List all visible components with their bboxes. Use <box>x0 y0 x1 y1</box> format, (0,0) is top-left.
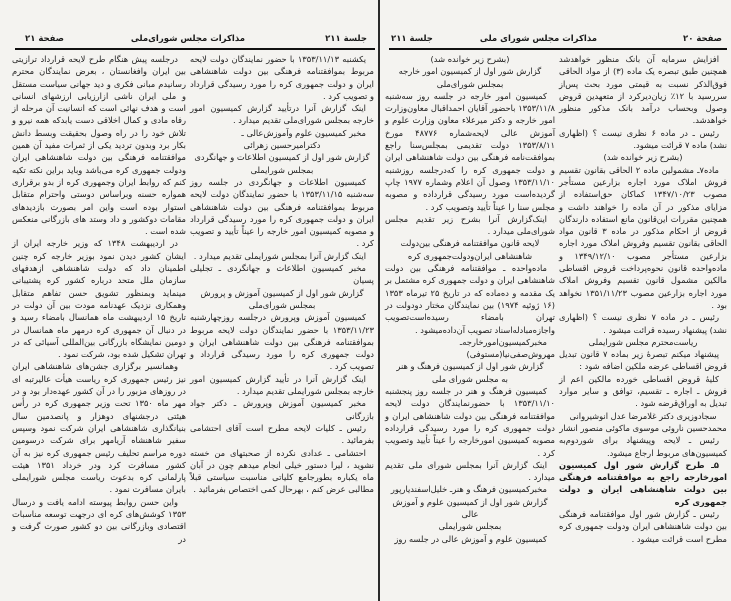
paragraph: کمیسیون امور خارجه در جلسه روز سه‌شنبه ۱۳۵۳/۱۱/۸ باحضور آقایان احمداقبال معاون‌وزارت امور خارجه و دکتر میرعلاء معاون وزارت علوم و آموزش عالی لایحه‌شماره ۴۸۷۷۶ مورخ ۱۳۵۳/۸/۱۱ دولت تقدیمی بمجلس‌سنا راجع بموافقت‌نامه فرهنگی بین دولت شاهنشاهی ایران و دولت جمهوری کره را که‌درجلسه روزشنبه ۱۳۵۳/۱۱/۱۰ وصول آن اعلام وشماره ۱۹۷۷ چاپ گردیده‌است مورد رسیدگی قرارداده و مصوبه مجلس سنا را عیناً تأیید وتصویب کرد . <box>385 90 555 212</box>
speaker-paragraph: رئیس ـ لایحه وپیشنهاد برای شوردوم‌به کمیسیون‌های مربوط ارجاع میشود. <box>559 435 727 458</box>
section-subheading: به مجلس شورای ملی <box>432 373 508 384</box>
page-number: صفحة ۲۱ <box>25 34 64 44</box>
reading-note: (بشرح زیر خوانده شد) <box>603 152 683 163</box>
left-page-column-left <box>12 53 186 545</box>
section-heading: گزارش شور اول از کمیسیون امور خارجه <box>398 66 542 77</box>
section-heading: گزارش شور اول از کمیسیون فرهنگ و هنر <box>396 361 544 372</box>
paragraph: واین حسن روابط پیوسته ادامه یافت و درسال ۱۳۵۳ کوشش‌های کره ای درجهت توسعه مناسبات اقتصادی وبازرگانی بین دو کشور صورت گرفت و در <box>12 496 186 544</box>
signatories: سجادوزیری دکتر غلامرضا عدل انوشیروانی <box>569 410 717 421</box>
session-number: جلسة ۲۱۱ <box>325 34 367 44</box>
article-paragraph: ماده۷ـ مشمولین ماده ۲ الحاقی بقانون تقسیم فروش املاک مورد اجاره بزارعین مستأجر مصوب ۱۳۴۷/۱۰/۲۳ کماکان حق‌استفاده از مزایای مذکور در آن ماده را خواهند داشت و همچنین مقررات این‌قانون مانع استفاده دارندگان قروض از احکام مذکور در ماده ۳ قانون مواد الحاقی بقانون تقسیم وفروش املاک مورد اجاره بزارعین مستأجر مصوب ۱۳۴۹/۱۲/۱۰ و ماده‌واحده قانون نحوه‌پرداخت قروض اقساطی مالکین مشمول قانون تقسیم وفروش املاک مورد اجاره بزارعین مصوب ۱۳۵۱/۱۱/۲۳ نخواهد بود . <box>559 164 727 310</box>
signatories: محمدحسین ناروئی موسوی ماکوئی منصور انشار <box>559 422 727 433</box>
paragraph: کلیهٔ قروض اقساطی خورده مالکین اعم از فروش ـ اجاره ـ تقسیم، توافق و سایر موارد تبدیل به اوراق‌قرضه شود . <box>559 373 727 409</box>
session-number: جلسة ۲۱۱ <box>391 34 433 44</box>
section-subheading: بمجلس شورایملی <box>250 164 314 175</box>
paragraph: افزایش سرمایه آن بانک منظور خواهدشد همچنین طبق تبصره یک ماده (۳) از مواد الحاقی فوق‌الذکر نسبت به قیمتی مورد بحث پس‌از سررسید با ۱۲٪ زیان‌دیرکرد از متعهدین قروض وصول وبحساب درآمد بانک مذکور منظور خواهدشد. <box>559 54 727 126</box>
running-title: مذاکرات مجلس شورای ملی <box>479 34 597 44</box>
paragraph: در اردیبهشت ۱۳۴۸ که وزیر خارجه ایران از ایشان کشور دیدن نمود بوزیر خارجه کره چنین اطمینان داد که دولت شاهنشاهی ازهدفهای سازمان ملل متحد درباره کشور کره پشتیبانی مینماید وبمنظور تشویق حسن تفاهم متقابل وهمکاری نزدیک عهدنامه مودت بین آن دولت در تاریخ ۱۵ اردیبهشت ماه همانسال بامضاء رسید و در دنبال آن جمهوری کره درمهر ماه همانسال در دومین نمایشگاه بازرگانی بین‌المللی آسیائی که در تهران تشکیل شده بود، شرکت نمود . <box>12 238 186 360</box>
section-heading: گزارش شور اول از کمیسیون اطلاعات و جهانگردی <box>194 152 370 163</box>
section-subheading: بمجلس شورایملی <box>438 521 502 532</box>
paragraph: کمیسیون فرهنگ و هنر در جلسه روز پنجشنبه ۱۳۵۳/۱۱/۱۰ با حضورنمایندگان دولت لایحه موافقتنامه فرهنگی بین دولت شاهنشاهی ایران و دولت جمهوری کره را مورد رسیدگی قرارداده مصوبه کمیسیون امورخارجه را عیناً تأیید وتصویب کرد . <box>385 386 555 458</box>
paragraph: وهمانسیر برگزاری جشن‌های شاهنشاهی ایران نیز رئیس جمهوری کره ریاست هیأت عالیرتبه ای در روزهای مزبور را در آن کشور عهده‌دار بود و در مهر ماه ۱۳۵۰ تحت وزیر جمهوری کره در رأس هیئتی درجشنهای دوهزار و پانصدمین سال بنیانگذاری شاهنشاهی ایران شرکت نمود وسپس سفیر شاهنشاه آریامهر برای شرکت درسومین دوره مراسم تحلیف رئیس جمهوری کره نیز به آن کشور مسافرت کرد ودر خرداد ۱۳۵۱ هیئت پارلمانی کره بدعوت ریاست مجلس شورایملی بایران مسافرت نمود . <box>12 361 186 495</box>
section-subheading: بمجلس شورای‌ملی <box>436 78 504 89</box>
speaker-paragraph: رئیس ـ در ماده ۶ نظری نیست ؟ (اظهاری نشد) ماده ۷ قرائت میشود. <box>559 127 727 151</box>
signature-line: مخبر کمیسیون آموزش وپرورش ـ دکتر جواد بازرگانی <box>190 398 374 421</box>
page-number: صفحة ۲۰ <box>683 34 722 44</box>
speaker-paragraph: احتشامی ـ عدادی نکرده از صحبتهای من خسته نشوید ، لیرا دستور خیلی انجام میدهم چون در آبان ماه یکباره بطورجامع کلیاتی مناسبت سیاستی قبلاً مطالبی عرض کنم ، بهرحال کمی اختصاص بفرمائید . <box>190 447 374 495</box>
paragraph: درجلسه پیش هنگام طرح لایحه قرارداد ترازیتی بین ایران وافغانستان ، بعرض نمایندگان محترم رسانیدم مبانی فکری و دید جهانی سیاست مستقل و ملی ایران ناشی ازارزیابی ارزشهای انسانی است و هدف نهائی است که انسانیت آن مرحله از رفاه مادی و کمال اخلاقی دست یابدکه همه نیرو و تلاش خود را در راه وصول بحقیقت وبسط دانش بکار برد وبدون تردید یکی از ثمرات مفید آن همین موافقتنامه فرهنگی بین دولت شاهنشاهی ایران ودولت جمهوری کره می‌باشد وباید براین نکته تکیه کنم که روابط ایران وجمهوری کره از بدو برقراری همواره حسنه وبراساس دوستی واحترام متقابل استوار بوده است واین امر بصورت بازدیدهای مقامات دوکشور و داد وستد های بازرگانی منعکس شده است . <box>12 54 186 237</box>
right-page-column-right <box>559 53 727 545</box>
speaker-paragraph: رئیس ـ گزارش شور اول موافقتنامه فرهنگی بین دولت شاهنشاهی ایران ودولت جمهوری کره مطرح است قرائت میشود . <box>559 508 727 544</box>
header-rule <box>15 48 375 50</box>
paragraph: کمیسیون اطلاعات و جهانگردی در جلسه روز سه‌شنبه ۱۳۵۳/۱۱/۱۵ با حضور نمایندگان دولت لایحه مربوط بموافقتنامه فرهنگی بین دولت شاهنشاهی ایران و دولت جمهوری کره را مورد رسیدگی قرارداد و مصوبه کمیسیون امور خارجه را عیناً تأیید و تصویب کرد . <box>190 176 374 249</box>
reading-note: (بشرح زیر خوانده شد) <box>430 54 510 64</box>
bill-title: لایحه قانون موافقتنامه فرهنگی بین‌دولت شاهنشاهی ایران‌ودولت‌جمهوری کره <box>400 238 540 261</box>
signature-name: دکترامیرحسین زهرائی <box>243 140 321 151</box>
speaker-paragraph: رئیس ـ در ماده ۷ نظری نیست ؟ (اظهاری نشد) پیشنهاد رسیده قرائت میشود . <box>559 312 727 335</box>
paragraph: کمیسیون آموزش وپرورش درجلسه روزچهارشنبه ۱۳۵۳/۱۱/۲۳ با حضور نمایندگان دولت لایحه مربوط بموافقتنامه فرهنگی بین دولت شاهنشاهی ایران و دولت جمهوری کره را مورد رسیدگی قرارداد و تصویب کرد . <box>190 312 374 372</box>
right-page-column-left <box>385 53 555 545</box>
paragraph: اینک گزارش آنرا درتأیید گزارش کمیسیون امور خارجه بمجلس شورای‌ملی تقدیم میدارد . <box>190 103 374 126</box>
paragraph: اینک گزارش آنرا بمجلس شورایملی تقدیم میدارد . <box>193 250 366 261</box>
left-page-header <box>15 34 375 48</box>
left-page-column-right <box>190 53 374 496</box>
section-heading: گزارش شور اول از کمیسیون علوم و آموزش عالی <box>392 496 548 519</box>
paragraph: اینک گزارش آنرا بمجلس شورای ملی تقدیم میدارد . <box>385 459 555 483</box>
header-rule <box>389 48 727 50</box>
signature-line: مخبرکمیسیون فرهنگ و هنرـ خلیل‌اسفندیارپور <box>390 484 547 495</box>
signature-line: مخبرکمیسیون‌امورخارجه‌ـ مهروش‌صفی‌نیا(مستوفی) <box>459 336 555 360</box>
agenda-heading: ۵ـ طرح گزارش شور اول کمیسیون امورخارجه راجع به موافقتنامه فرهنگی بین دولت شاهنشاهی ایران و دولت جمهوری کره <box>559 459 727 507</box>
paragraph: کمیسیون علوم و آموزش عالی در جلسه روز <box>394 533 547 544</box>
article-paragraph: ماده‌واحده ـ موافقتنامه فرهنگی بین دولت شاهنشاهی ایران و دولت جمهوری کره مشتمل بر یک مقدمه و ده‌ماده که در تاریخ ۲۵ تیرماه ۱۳۵۳ (۱۶ ژوئیه ۱۹۷۴) بین نمایندگان مختار دودولت در تهران بامضاء رسیده‌است‌تصویب واجازه‌مبادله‌اسناد تصویب آن‌داده‌میشود . <box>385 263 555 335</box>
paragraph: یکشنبه ۱۳۵۳/۱۱/۱۳ با حضور نمایندگان دولت لایحه مربوط بموافقتنامه فرهنگی بین دولت شاهنشاهی ایران و دولت جمهوری کره را مورد رسیدگی قرارداد و تصویب کرد . <box>190 54 374 101</box>
running-title: مذاکرات مجلس شورای‌ملی <box>130 34 245 44</box>
signature-line: مخبر کمیسیون علوم وآموزش‌عالی ـ <box>241 127 366 138</box>
section-heading: گزارش شور اول از کمیسیون آموزش و پرورش بمجلس شورای‌ملی <box>200 287 364 310</box>
page-gutter <box>378 0 380 601</box>
paragraph: اینک گزارش آنرا در تأیید گزارش کمیسیون امور خارجه بمجلس شورایملی تقدیم میدارد . <box>190 373 374 397</box>
right-page-header <box>389 34 727 48</box>
signature-line: مخبر کمیسیون اطلاعات و جهانگردی ـ تجلیلی پسیان <box>190 263 374 286</box>
paragraph: پیشنهاد میکنم تبصرهٔ زیر بماده ۷ قانون تبدیل قروض اقساطی عرضه ملکین اضافه شود : <box>559 349 727 372</box>
paragraph: اینک‌گزارش آنرا بشرح زیر تقدیم مجلس شورای‌ملی میدارد . <box>385 213 555 237</box>
proposal-heading: ریاست‌محترم مجلس شورایملی <box>588 336 698 347</box>
speaker-paragraph: رئیس ـ کلیات لایحه مطرح است آقای احتشامی بفرمائید . <box>190 422 374 446</box>
